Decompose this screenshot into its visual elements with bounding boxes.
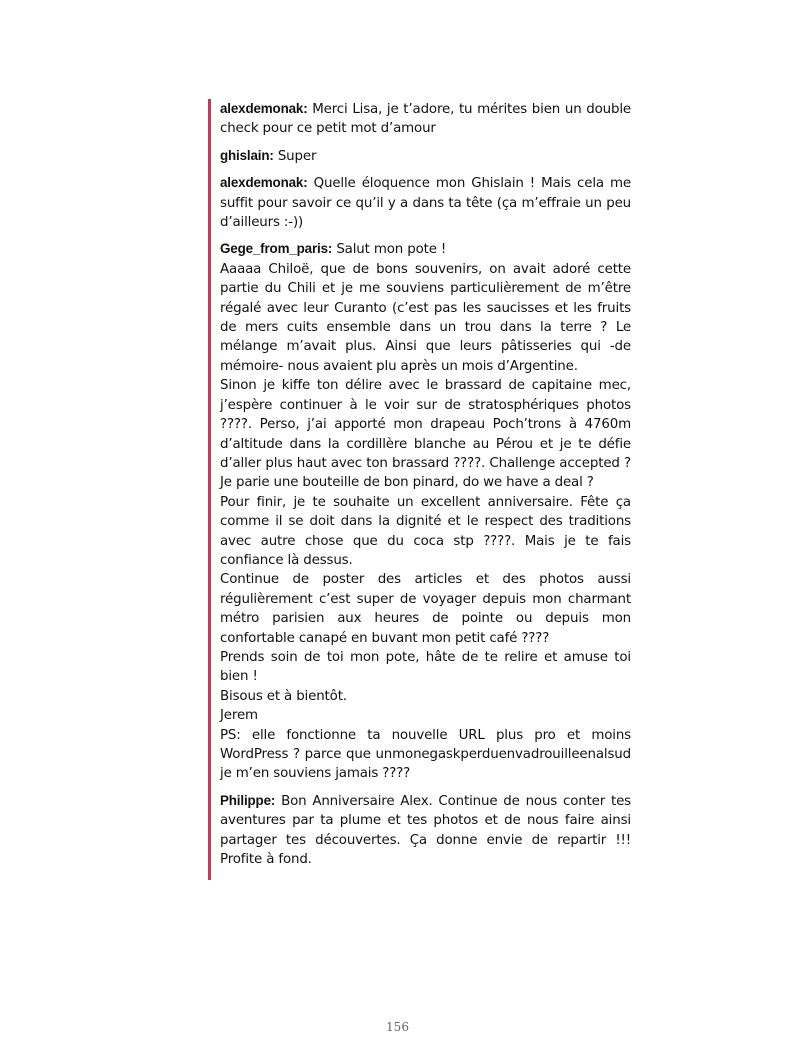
comment-paragraph: Bisous et à bientôt. <box>220 688 347 704</box>
page-number: 156 <box>386 1020 409 1034</box>
comment-author: alexdemonak: <box>220 101 308 116</box>
comment-author: Philippe: <box>220 792 276 808</box>
comment-paragraph: Pour finir, je te souhaite un excellent anniversaire. Fête ça comme il se doit dans la dignité et le respect des traditions avec autre chose que du coca stp ????. Mais je te fais confiance là dessus. <box>220 494 631 568</box>
comment-author: Gege_from_paris: <box>220 241 333 257</box>
comment-paragraph: Continue de poster des articles et des photos aussi régulièrement c’est super de voyager depuis mon charmant métro parisien aux heures de pointe ou depuis mon confortable canapé en buvant mon petit café ???? <box>220 572 631 646</box>
comment-text: Merci Lisa, je t’adore, tu mérites bien un double check pour ce petit mot d’amour <box>220 102 631 137</box>
comment-paragraph: Sinon je kiffe ton délire avec le brassard de capitaine mec, j’espère continuer à le voir sur de stratosphériques photos ????. Perso, j’ai apporté mon drapeau Poch’trons à 4760m d’altitude dans la cordillère blanche au Pérou et je te défie d’aller plus haut avec ton brassard ????. Challenge accepted ? Je parie une bouteille de bon pinard, do we have a deal ? <box>220 378 631 491</box>
comment-paragraph: Aaaaa Chiloë, que de bons souvenirs, on avait adoré cette partie du Chili et je me souviens particulièrement de m’être régalé avec leur Curanto (c’est pas les saucisses et les fruits de mers cuits ensemble dans un trou dans la terre ? Le mélange m’avait plus. Ainsi que leurs pâtisseries qui -de mémoire- nous avaient plu après un mois d’Argentine. <box>220 261 631 374</box>
comment-paragraph <box>220 791 631 870</box>
comment-paragraph <box>220 173 631 232</box>
comment-paragraph: PS: elle fonctionne ta nouvelle URL plus pro et moins WordPress ? parce que unmonegaskperduenvadrouilleenalsud je m’en souviens jamais ???? <box>220 727 631 782</box>
comment-text: Quelle éloquence mon Ghislain ! Mais cela me suffit pour savoir ce qu’il y a dans ta tête (ça m’effraie un peu d’ailleurs :-)) <box>220 176 632 231</box>
comment-paragraph <box>220 99 631 139</box>
comment <box>220 791 631 870</box>
comment <box>220 146 631 166</box>
comment-text: Bon Anniversaire Alex. Continue de nous conter tes aventures par ta plume et tes photos et de nous faire ainsi partager tes découvertes. Ça donne envie de repartir !!! Profite à fond. <box>220 793 631 868</box>
comment-text: Salut mon pote ! <box>336 242 447 258</box>
comment <box>220 99 631 139</box>
comment <box>220 239 631 783</box>
comment-paragraph: Prends soin de toi mon pote, hâte de te relire et amuse toi bien ! <box>220 649 631 685</box>
comment-paragraph <box>220 239 631 259</box>
comment-paragraph <box>220 146 631 166</box>
comment-author: alexdemonak: <box>220 175 308 191</box>
comment-text: Super <box>277 148 317 164</box>
comment-author: ghislain: <box>220 147 274 163</box>
comments-section <box>208 99 631 880</box>
comment <box>220 173 631 232</box>
comment-paragraph: Jerem <box>220 708 258 724</box>
